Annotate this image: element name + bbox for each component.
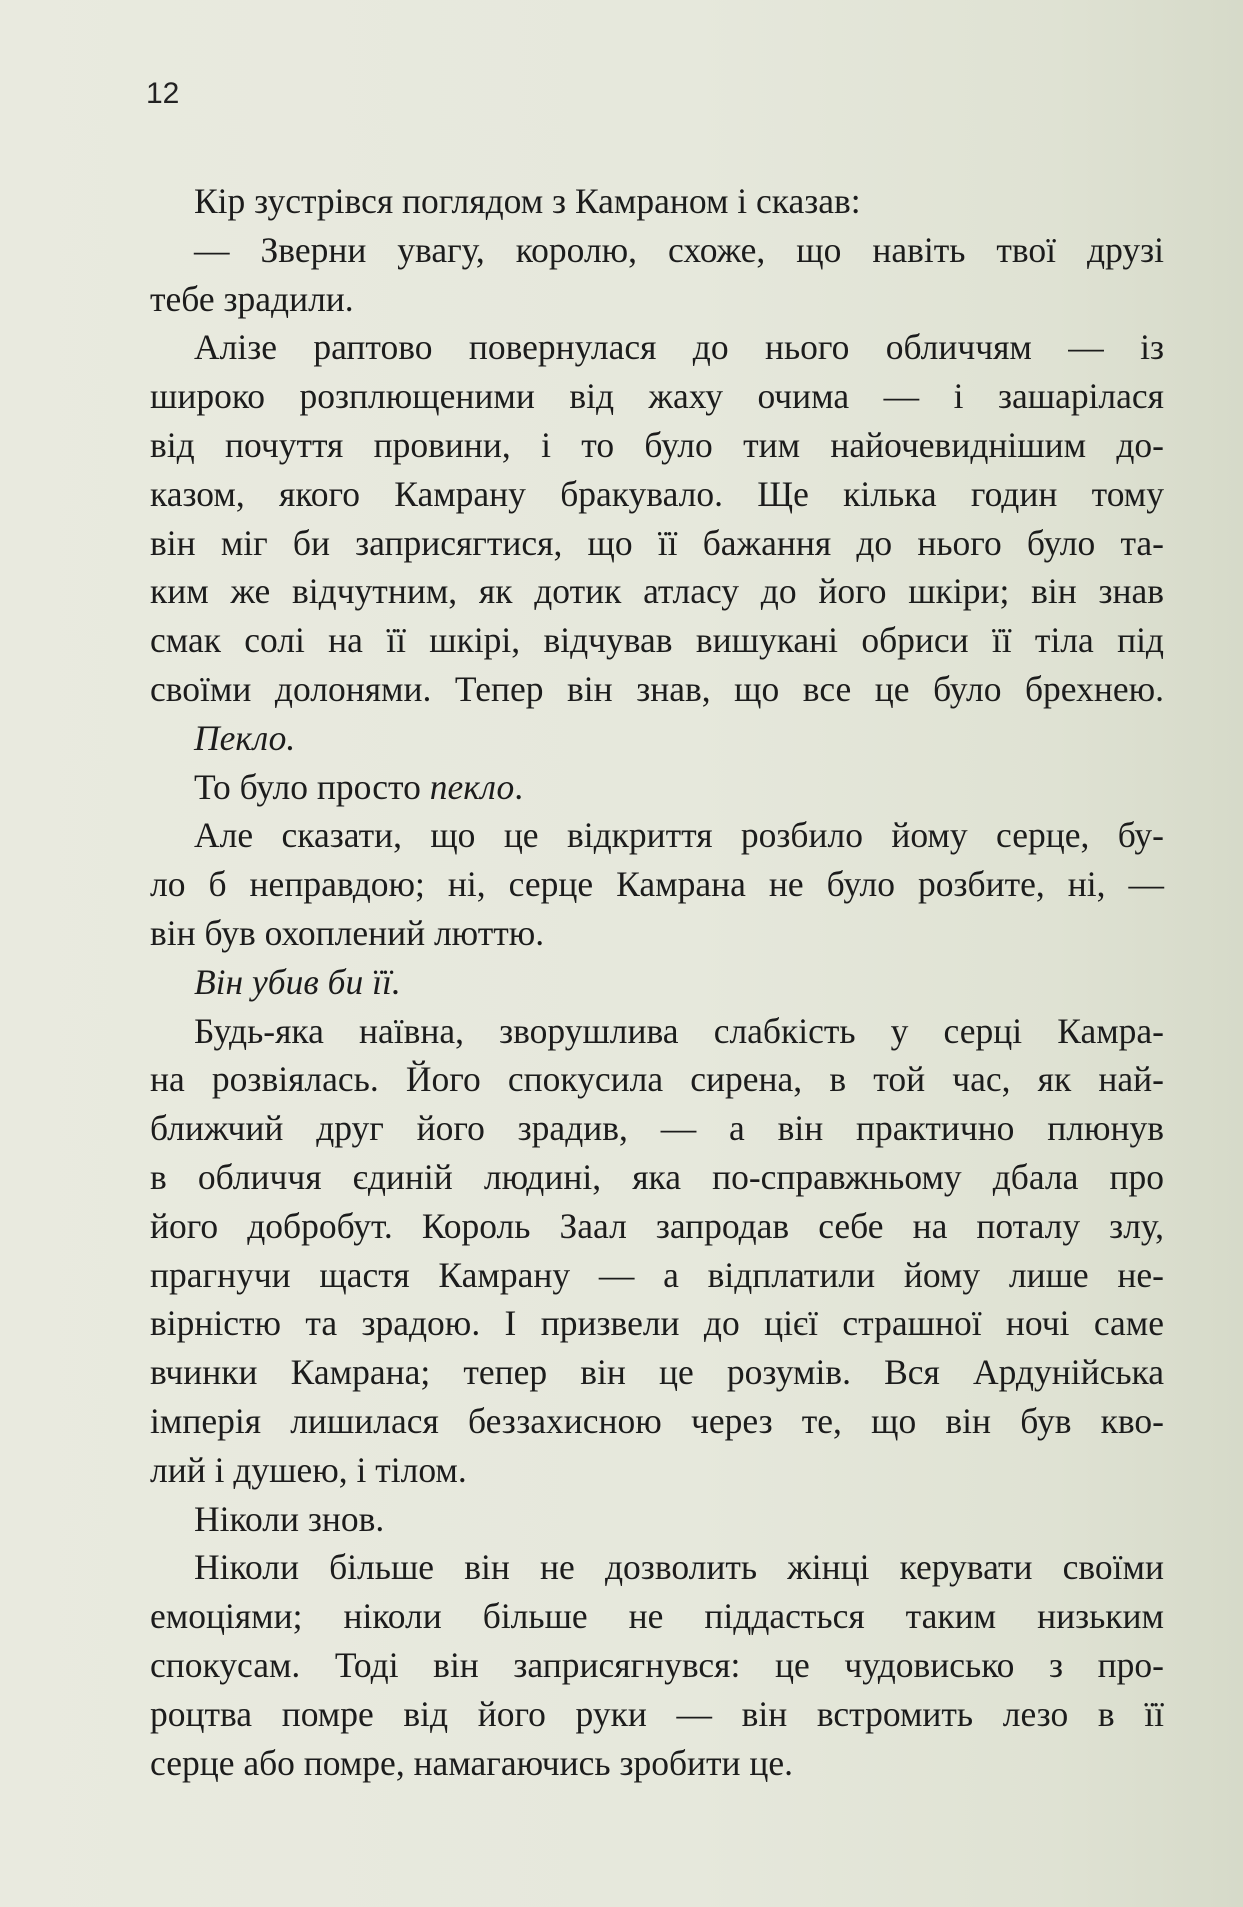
text-line: Ніколи знов.	[194, 1498, 385, 1539]
text-line: тебе зрадили.	[150, 278, 354, 319]
text-line: серце або помре, намагаючись зробити це.	[150, 1742, 794, 1783]
text-line: в обличчя єдиній людині, яка по-справжньому дбала про	[150, 1156, 1164, 1197]
text-segment-italic: пекло	[429, 766, 515, 807]
text-line: ло б неправдою; ні, серце Камрана не було розбите, ні, —	[150, 864, 1164, 905]
text-line: його добробут. Король Заал запродав себе на поталу злу,	[150, 1205, 1164, 1246]
text-line: — Зверни увагу, королю, схоже, що навіть твої друзі	[194, 229, 1164, 270]
text-line: вчинки Камрана; тепер він це розумів. Вся Ардунійська	[150, 1352, 1164, 1393]
body-text	[150, 177, 1164, 1787]
text-line: він міг би заприсягтися, що її бажання до нього було та-	[150, 522, 1164, 563]
text-segment: .	[514, 766, 524, 807]
text-line: від почуття провини, і то було тим найочевиднішим до-	[150, 424, 1164, 465]
text-line: лий і душею, і тілом.	[150, 1449, 467, 1490]
text-line: він був охоплений люттю.	[150, 912, 545, 953]
text-line: прагнучи щастя Камрану — а відплатили йому лише не-	[150, 1254, 1164, 1295]
text-line: спокусам. Тоді він заприсягнувся: це чудовисько з про-	[150, 1644, 1164, 1685]
page-number: 12	[146, 77, 180, 110]
text-line: ближчий друг його зрадив, — а він практично плюнув	[150, 1108, 1164, 1149]
text-line: Алізе раптово повернулася до нього обличчям — із	[194, 327, 1164, 368]
text-line: смак солі на її шкірі, відчував вишукані обриси її тіла під	[150, 620, 1164, 661]
text-segment: То було просто	[194, 766, 430, 807]
text-line: казом, якого Камрану бракувало. Ще кілька годин тому	[150, 473, 1164, 514]
text-line-italic: Він убив би її.	[194, 961, 401, 1002]
text-line: широко розплющеними від жаху очима — і зашарілася	[150, 376, 1164, 417]
text-line: Кір зустрівся поглядом з Камраном і сказав:	[194, 181, 861, 221]
text-line: своїми долонями. Тепер він знав, що все це було брехнею.	[150, 668, 1164, 709]
text-line: імперія лишилася беззахисною через те, що він був кво-	[150, 1400, 1164, 1441]
text-line: Але сказати, що це відкриття розбило йому серце, бу-	[194, 815, 1164, 856]
text-line: емоціями; ніколи більше не піддасться таким низьким	[150, 1596, 1164, 1637]
text-line: ким же відчутним, як дотик атласу до його шкіри; він знав	[150, 571, 1164, 612]
text-line-mixed	[150, 763, 1164, 812]
text-line: на розвіялась. Його спокусила сирена, в той час, як най-	[150, 1059, 1164, 1100]
text-line-italic: Пекло.	[194, 717, 296, 758]
text-line: роцтва помре від його руки — він встромить лезо в її	[150, 1693, 1164, 1734]
text-line: Ніколи більше він не дозволить жінці керувати своїми	[194, 1547, 1164, 1588]
text-line: вірністю та зрадою. І призвели до цієї страшної ночі саме	[150, 1303, 1164, 1344]
text-line: Будь-яка наївна, зворушлива слабкість у серці Камра-	[194, 1010, 1164, 1051]
